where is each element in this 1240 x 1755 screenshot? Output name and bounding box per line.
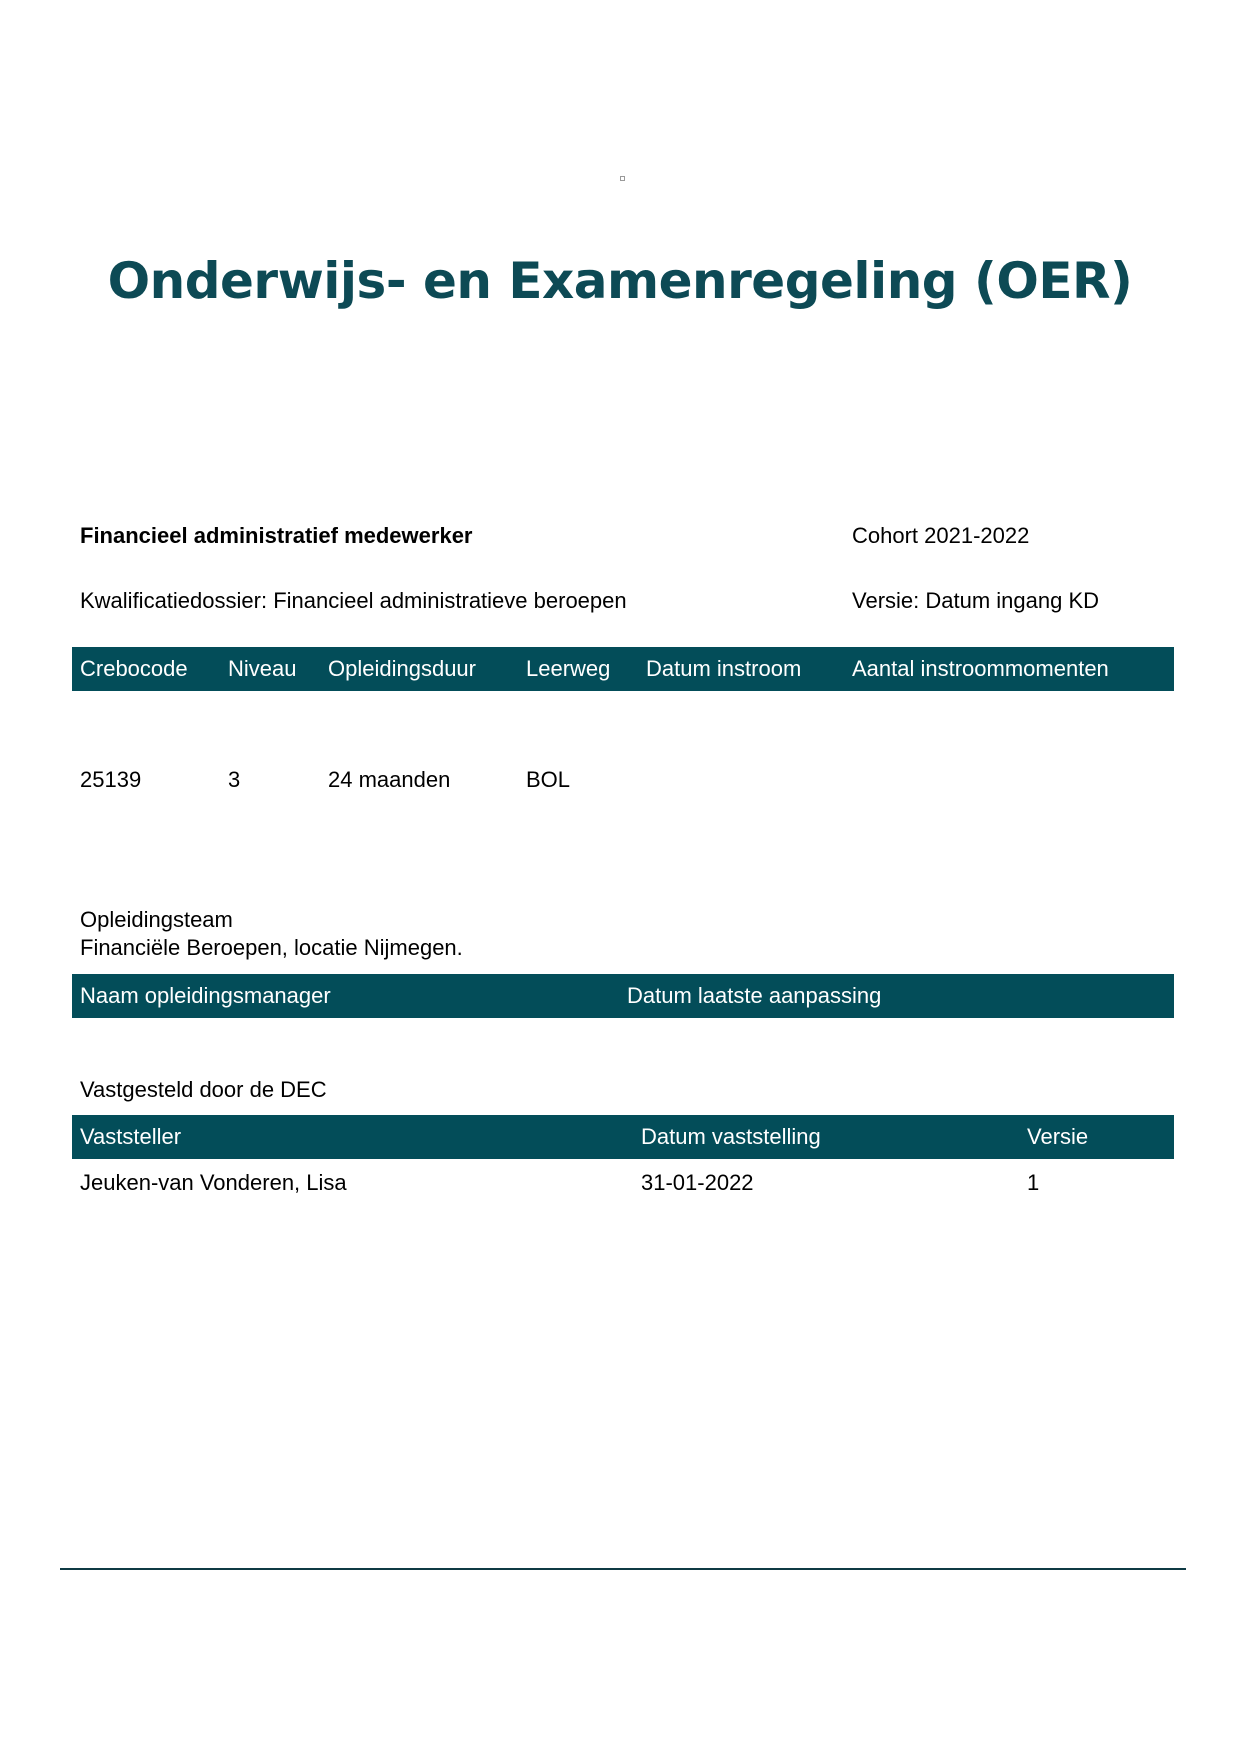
footer-divider <box>60 1568 1186 1570</box>
manager-table-header <box>72 974 1174 1018</box>
header-niveau: Niveau <box>228 656 297 681</box>
cell-datum-vaststelling: 31-01-2022 <box>641 1170 754 1195</box>
header-aantal-instroommomenten: Aantal instroommomenten <box>852 656 1109 681</box>
cell-crebocode: 25139 <box>80 767 142 792</box>
cell-opleidingsduur: 24 maanden <box>328 767 451 792</box>
header-datum-vaststelling: Datum vaststelling <box>641 1124 821 1149</box>
version-label: Versie: Datum ingang KD <box>852 588 1100 613</box>
header-opleidingsduur: Opleidingsduur <box>328 656 476 681</box>
team-value: Financiële Beroepen, locatie Nijmegen. <box>80 935 463 960</box>
header-leerweg: Leerweg <box>526 656 611 681</box>
header-vaststeller: Vaststeller <box>80 1124 182 1149</box>
qualification-dossier: Kwalificatiedossier: Financieel administratieve beroepen <box>80 588 627 613</box>
logo-placeholder-icon <box>620 176 625 181</box>
cell-niveau: 3 <box>228 767 241 792</box>
header-naam-opleidingsmanager: Naam opleidingsmanager <box>80 983 331 1008</box>
header-datum-laatste-aanpassing: Datum laatste aanpassing <box>627 983 882 1008</box>
program-table-header <box>72 647 1174 691</box>
cell-leerweg: BOL <box>526 767 571 792</box>
document-title: Onderwijs- en Examenregeling (OER) <box>107 252 1133 310</box>
cell-vaststeller: Jeuken-van Vonderen, Lisa <box>80 1170 347 1195</box>
header-crebocode: Crebocode <box>80 656 188 681</box>
approval-table-header <box>72 1115 1174 1159</box>
header-datum-instroom: Datum instroom <box>646 656 802 681</box>
cohort-label: Cohort 2021-2022 <box>852 523 1030 548</box>
team-label: Opleidingsteam <box>80 907 233 932</box>
program-name: Financieel administratief medewerker <box>80 523 473 548</box>
approval-label: Vastgesteld door de DEC <box>80 1077 327 1102</box>
header-versie: Versie <box>1027 1124 1089 1149</box>
cell-versie: 1 <box>1027 1170 1040 1195</box>
